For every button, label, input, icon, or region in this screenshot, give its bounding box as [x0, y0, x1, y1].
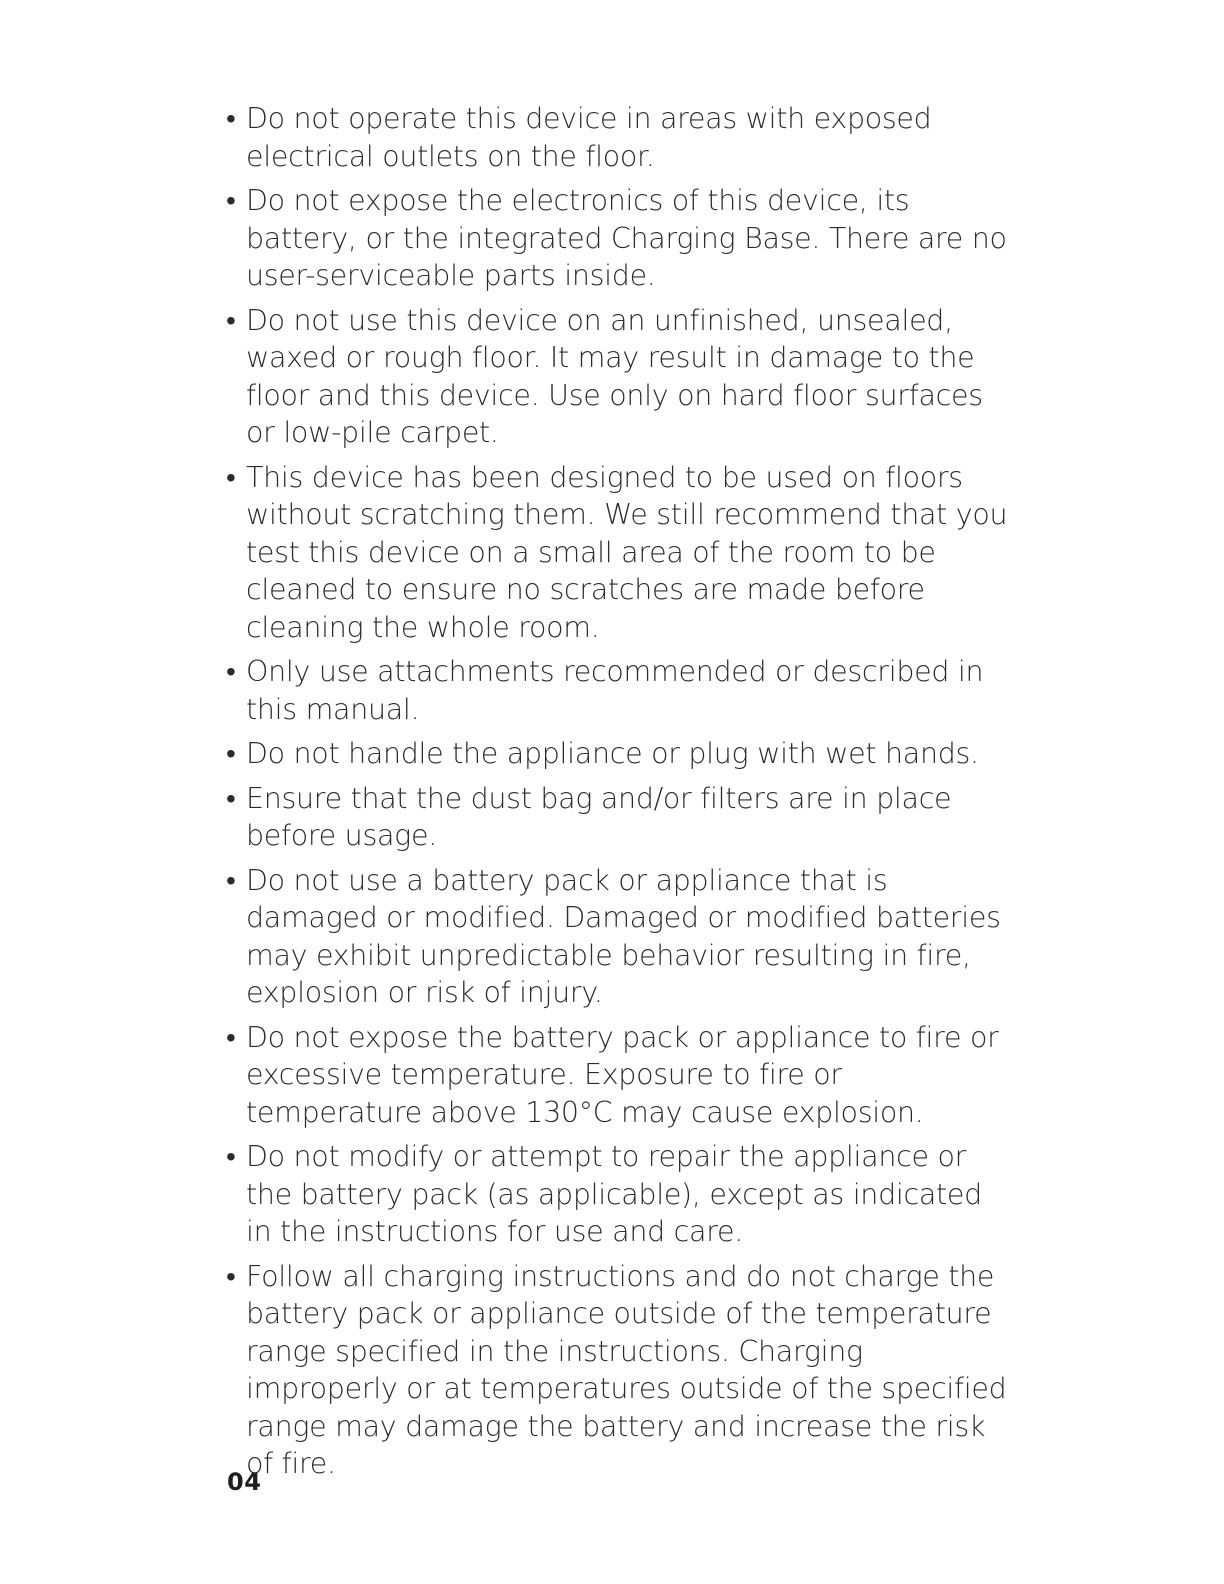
list-item	[226, 182, 1016, 295]
list-item-text: Do not expose the electronics of this device, its battery, or the integrated Charging Base. There are no user-serviceable parts inside.	[246, 184, 1007, 292]
page-number: 04	[227, 1468, 262, 1496]
bullet-icon: •	[226, 863, 236, 897]
list-item-text: Do not expose the battery pack or appliance to fire or excessive temperature. Exposure to fire or temperature above 130°C may cause explosion.	[246, 1020, 999, 1129]
list-item-text: This device has been designed to be used on floors without scratching them. We still recommend that you test this device on a small area of the room to be cleaned to ensure no scratches are made before cleaning the whole room.	[246, 460, 1008, 644]
list-item	[226, 302, 1016, 452]
list-item	[226, 862, 1016, 1012]
list-item	[226, 100, 1016, 175]
list-item	[226, 1258, 1016, 1483]
bullet-icon: •	[226, 102, 236, 135]
list-item	[226, 1019, 1016, 1132]
list-item-text: Do not use a battery pack or appliance that is damaged or modified. Damaged or modified batteries may exhibit unpredictable behavior resulting in fire, explosion or risk of injury.	[246, 863, 1001, 1009]
list-item-text: Follow all charging instructions and do not charge the battery pack or appliance outside of the temperature range specified in the instructions. Charging improperly or at temperatures outside of the specified range may damage the battery and increase the risk of fire.	[246, 1259, 1007, 1480]
bullet-icon: •	[226, 781, 236, 815]
list-item	[226, 459, 1016, 647]
list-item-text: Do not use this device on an unfinished, unsealed, waxed or rough floor. It may result in damage to the floor and this device. Use only on hard floor surfaces or low-pile carpet.	[246, 303, 983, 449]
safety-instructions-list	[226, 100, 1016, 1490]
bullet-icon: •	[226, 1020, 236, 1054]
bullet-icon: •	[226, 184, 236, 217]
bullet-icon: •	[226, 460, 236, 494]
list-item-text: Do not operate this device in areas with exposed electrical outlets on the floor.	[246, 102, 932, 173]
bullet-icon: •	[226, 1140, 236, 1173]
list-item	[226, 653, 1016, 728]
list-item	[226, 780, 1016, 855]
list-item-text: Ensure that the dust bag and/or filters are in place before usage.	[246, 781, 952, 852]
list-item-text: Do not handle the appliance or plug with wet hands.	[246, 737, 979, 770]
bullet-icon: •	[226, 737, 236, 770]
list-item-text: Only use attachments recommended or described in this manual.	[246, 655, 984, 726]
bullet-icon: •	[226, 1259, 236, 1293]
bullet-icon: •	[226, 303, 236, 337]
list-item	[226, 1138, 1016, 1251]
list-item-text: Do not modify or attempt to repair the appliance or the battery pack (as applicable), except as indicated in the instructions for use and care.	[246, 1140, 982, 1248]
bullet-icon: •	[226, 655, 236, 688]
list-item	[226, 735, 1016, 773]
